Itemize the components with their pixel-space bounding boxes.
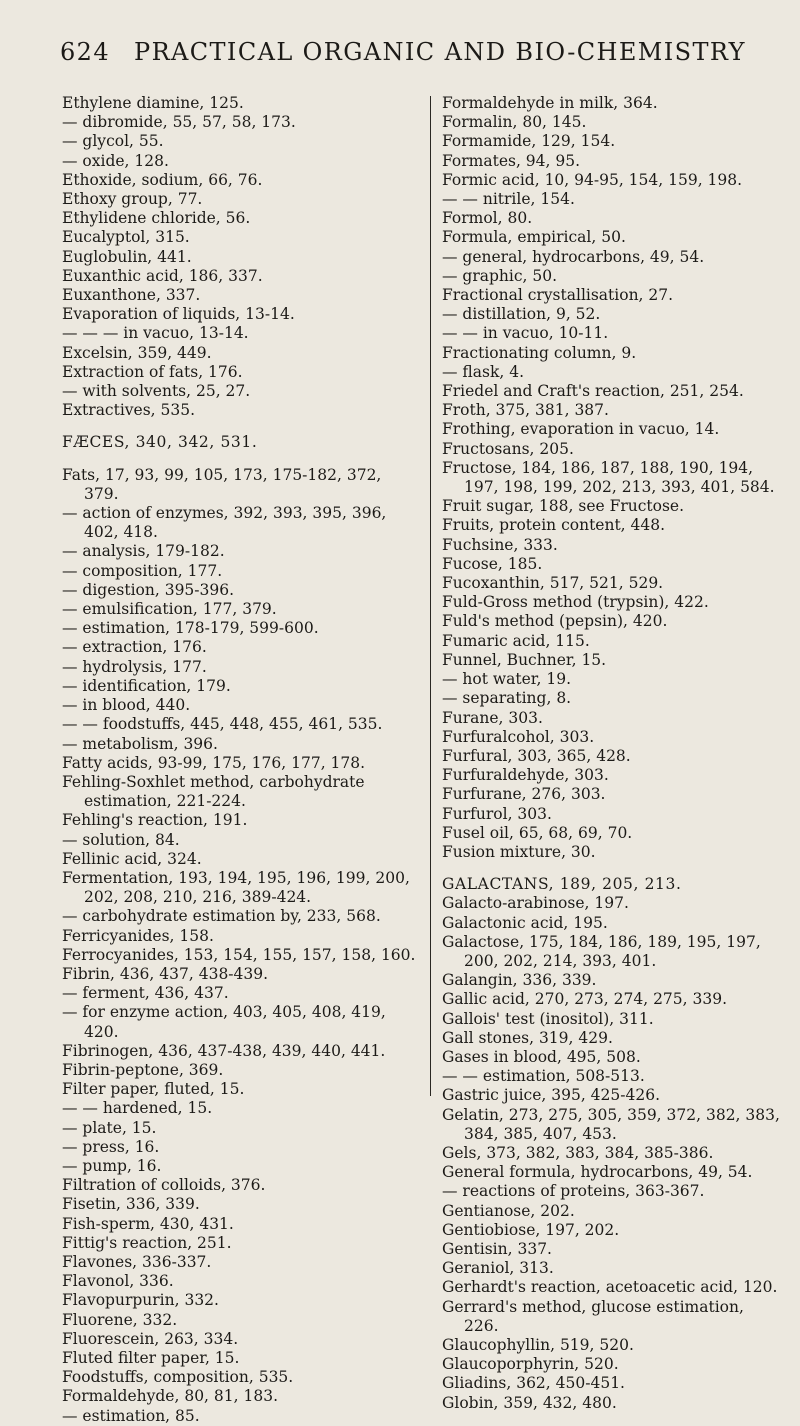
index-entry: Fluorescein, 263, 334. [62, 1329, 239, 1348]
index-entry: Fucoxanthin, 517, 521, 529. [442, 574, 664, 593]
index-entry: — flask, 4. [442, 362, 524, 381]
index-entry: — hot water, 19. [442, 670, 572, 689]
index-entry: Gall stones, 319, 429. [442, 1028, 613, 1047]
index-entry: Formalin, 80, 145. [442, 113, 587, 132]
index-entry: Fruits, protein content, 448. [442, 516, 666, 535]
index-column-right [442, 94, 782, 1413]
index-entry: Fibrinogen, 436, 437-438, 439, 440, 441. [62, 1041, 386, 1060]
index-entry: — — hardened, 15. [62, 1099, 213, 1118]
index-entry: — distillation, 9, 52. [442, 305, 601, 324]
index-entry: — — estimation, 508-513. [442, 1067, 645, 1086]
index-entry: Flavonol, 336. [62, 1272, 174, 1291]
index-entry: Fractionating column, 9. [442, 343, 637, 362]
index-entry: Fehling's reaction, 191. [62, 811, 248, 830]
index-entry: Foodstuffs, composition, 535. [62, 1368, 294, 1387]
index-entry: Euxanthic acid, 186, 337. [62, 266, 263, 285]
column-divider [430, 96, 431, 1096]
index-entry: Froth, 375, 381, 387. [442, 401, 609, 420]
index-entry: Fermentation, 193, 194, 195, 196, 199, 200, 202, 208, 210, 216, 389-424. [62, 868, 410, 907]
index-entry: Gerhardt's reaction, acetoacetic acid, 120. [442, 1278, 778, 1297]
index-entry: — in blood, 440. [62, 696, 191, 715]
index-entry: Geraniol, 313. [442, 1259, 554, 1278]
index-entry: Glaucoporphyrin, 520. [442, 1355, 619, 1374]
index-entry: — identification, 179. [62, 676, 231, 695]
index-entry: Fructosans, 205. [442, 439, 574, 458]
index-entry: Gliadins, 362, 450-451. [442, 1374, 625, 1393]
index-entry: Ethylidene chloride, 56. [62, 209, 251, 228]
index-entry: Euxanthone, 337. [62, 286, 201, 305]
index-entry: — — nitrile, 154. [442, 190, 575, 209]
index-entry: Formic acid, 10, 94-95, 154, 159, 198. [442, 170, 743, 189]
index-entry: Furane, 303. [442, 708, 543, 727]
index-entry: — metabolism, 396. [62, 734, 218, 753]
index-entry: Euglobulin, 441. [62, 247, 192, 266]
index-entry: Gallic acid, 270, 273, 274, 275, 339. [442, 990, 728, 1009]
index-entry: Fructose, 184, 186, 187, 188, 190, 194, 197, 198, 199, 202, 213, 393, 401, 584. [442, 458, 775, 497]
index-entry: — hydrolysis, 177. [62, 657, 207, 676]
index-entry: Fusel oil, 65, 68, 69, 70. [442, 823, 633, 842]
index-entry: Formaldehyde, 80, 81, 183. [62, 1387, 278, 1406]
index-entry: Fatty acids, 93-99, 175, 176, 177, 178. [62, 753, 366, 772]
index-column-left [62, 94, 417, 1426]
index-entry: Fucose, 185. [442, 554, 543, 573]
index-entry: — with solvents, 25, 27. [62, 382, 251, 401]
index-entry: Extractives, 535. [62, 401, 196, 420]
index-entry: Ethoxide, sodium, 66, 76. [62, 170, 263, 189]
index-entry: Fisetin, 336, 339. [62, 1195, 200, 1214]
index-entry: — analysis, 179-182. [62, 542, 225, 561]
index-entry: Galacto-arabinose, 197. [442, 894, 629, 913]
index-entry: Flavones, 336-337. [62, 1252, 212, 1271]
index-entry: Excelsin, 359, 449. [62, 343, 212, 362]
index-entry: Fluorene, 332. [62, 1310, 178, 1329]
index-entry: — for enzyme action, 403, 405, 408, 419, 420. [62, 1003, 386, 1041]
index-entry: Furfuralcohol, 303. [442, 727, 595, 746]
index-entry: GALACTANS, 189, 205, 213. [442, 875, 682, 894]
index-entry: Gelatin, 273, 275, 305, 359, 372, 382, 383, 384, 385, 407, 453. [442, 1105, 780, 1143]
index-entry: Glaucophyllin, 519, 520. [442, 1336, 634, 1354]
index-entry: Furfurol, 303. [442, 804, 552, 823]
running-head [60, 38, 780, 66]
index-entry: Fehling-Soxhlet method, carbohydrate estimation, 221-224. [62, 772, 365, 811]
index-entry: Furfural, 303, 365, 428. [442, 746, 631, 765]
index-entry: — extraction, 176. [62, 638, 207, 657]
index-entry: — graphic, 50. [442, 266, 558, 285]
index-entry: Gallois' test (inositol), 311. [442, 1009, 654, 1028]
index-entry: Galangin, 336, 339. [442, 971, 597, 990]
index-entry: — digestion, 395-396. [62, 580, 235, 599]
index-entry: — general, hydrocarbons, 49, 54. [442, 247, 705, 266]
index-entry: Furfuraldehyde, 303. [442, 766, 609, 785]
index-entry: — press, 16. [62, 1137, 160, 1156]
index-entry: Formamide, 129, 154. [442, 132, 616, 151]
index-entry: — composition, 177. [62, 561, 223, 580]
index-entry: — estimation, 85. [62, 1406, 200, 1425]
index-entry: — — in vacuo, 10-11. [442, 324, 609, 343]
index-entry: Galactose, 175, 184, 186, 189, 195, 197, 200, 202, 214, 393, 401. [442, 932, 761, 970]
index-entry: — ferment, 436, 437. [62, 984, 229, 1003]
index-entry: Gentiobiose, 197, 202. [442, 1220, 620, 1239]
index-entry: Formol, 80. [442, 209, 533, 228]
index-entry: Formula, empirical, 50. [442, 228, 626, 247]
index-entry: Evaporation of liquids, 13-14. [62, 305, 295, 324]
index-entry: Filter paper, fluted, 15. [62, 1080, 245, 1099]
index-entry: Fractional crystallisation, 27. [442, 286, 674, 305]
index-entry: Filtration of colloids, 376. [62, 1176, 266, 1195]
index-entry: Fuld-Gross method (trypsin), 422. [442, 593, 709, 612]
index-entry: Fumaric acid, 115. [442, 631, 590, 650]
index-entry: Fittig's reaction, 251. [62, 1233, 232, 1252]
index-entry: Extraction of fats, 176. [62, 362, 243, 381]
index-entry: Fish-sperm, 430, 431. [62, 1214, 234, 1233]
index-entry: — reactions of proteins, 363-367. [442, 1182, 705, 1201]
page-title: PRACTICAL ORGANIC AND BIO-CHEMISTRY [134, 38, 746, 66]
index-entry: Fuchsine, 333. [442, 535, 558, 554]
index-entry: Gerrard's method, glucose estimation, 226. [442, 1297, 744, 1335]
index-entry: — pump, 16. [62, 1156, 162, 1175]
index-entry: Funnel, Buchner, 15. [442, 650, 607, 669]
index-entry: — emulsification, 177, 379. [62, 600, 277, 619]
index-entry: Flavopurpurin, 332. [62, 1291, 219, 1310]
index-entry: — oxide, 128. [62, 151, 169, 170]
index-entry: Gels, 373, 382, 383, 384, 385-386. [442, 1143, 714, 1162]
index-entry: — — — in vacuo, 13-14. [62, 324, 249, 343]
index-entry: Fusion mixture, 30. [442, 842, 596, 861]
index-entry: Fuld's method (pepsin), 420. [442, 612, 668, 631]
index-entry: — carbohydrate estimation by, 233, 568. [62, 907, 381, 926]
index-entry: Furfurane, 276, 303. [442, 785, 606, 804]
index-entry: Ferricyanides, 158. [62, 926, 214, 945]
index-entry: Eucalyptol, 315. [62, 228, 190, 247]
index-entry: Fats, 17, 93, 99, 105, 173, 175-182, 372, 379. [62, 465, 382, 503]
index-entry: — action of enzymes, 392, 393, 395, 396, 402, 418. [62, 504, 387, 542]
index-entry: Fibrin-peptone, 369. [62, 1060, 224, 1079]
index-entry: Gentianose, 202. [442, 1201, 575, 1220]
index-entry: Frothing, evaporation in vacuo, 14. [442, 420, 720, 439]
index-entry: Fellinic acid, 324. [62, 849, 202, 868]
index-entry: General formula, hydrocarbons, 49, 54. [442, 1163, 753, 1182]
index-entry: Gastric juice, 395, 425-426. [442, 1086, 661, 1105]
index-entry: Fibrin, 436, 437, 438-439. [62, 964, 269, 983]
index-entry: Gentisin, 337. [442, 1239, 552, 1258]
index-entry: — separating, 8. [442, 689, 572, 708]
index-entry: — glycol, 55. [62, 132, 164, 151]
index-entry: Ferrocyanides, 153, 154, 155, 157, 158, 160. [62, 945, 416, 964]
index-entry: Gases in blood, 495, 508. [442, 1047, 641, 1066]
index-entry: Ethoxy group, 77. [62, 190, 203, 209]
index-entry: — plate, 15. [62, 1118, 157, 1137]
index-entry: Friedel and Craft's reaction, 251, 254. [442, 382, 744, 401]
index-entry: FÆCES, 340, 342, 531. [62, 433, 258, 452]
index-entry: Formaldehyde in milk, 364. [442, 94, 658, 112]
index-entry: — solution, 84. [62, 830, 180, 849]
index-entry: Fluted filter paper, 15. [62, 1349, 240, 1367]
index-entry: Globin, 359, 432, 480. [442, 1393, 617, 1412]
index-entry: — — foodstuffs, 445, 448, 455, 461, 535. [62, 715, 383, 734]
index-entry: — dibromide, 55, 57, 58, 173. [62, 113, 296, 132]
index-entry: Ethylene diamine, 125. [62, 94, 244, 112]
index-entry: Fruit sugar, 188, see Fructose. [442, 497, 685, 516]
index-entry: — estimation, 178-179, 599-600. [62, 619, 319, 638]
index-entry: Galactonic acid, 195. [442, 913, 608, 932]
index-entry: Formates, 94, 95. [442, 151, 581, 170]
page-number: 624 [60, 38, 111, 66]
